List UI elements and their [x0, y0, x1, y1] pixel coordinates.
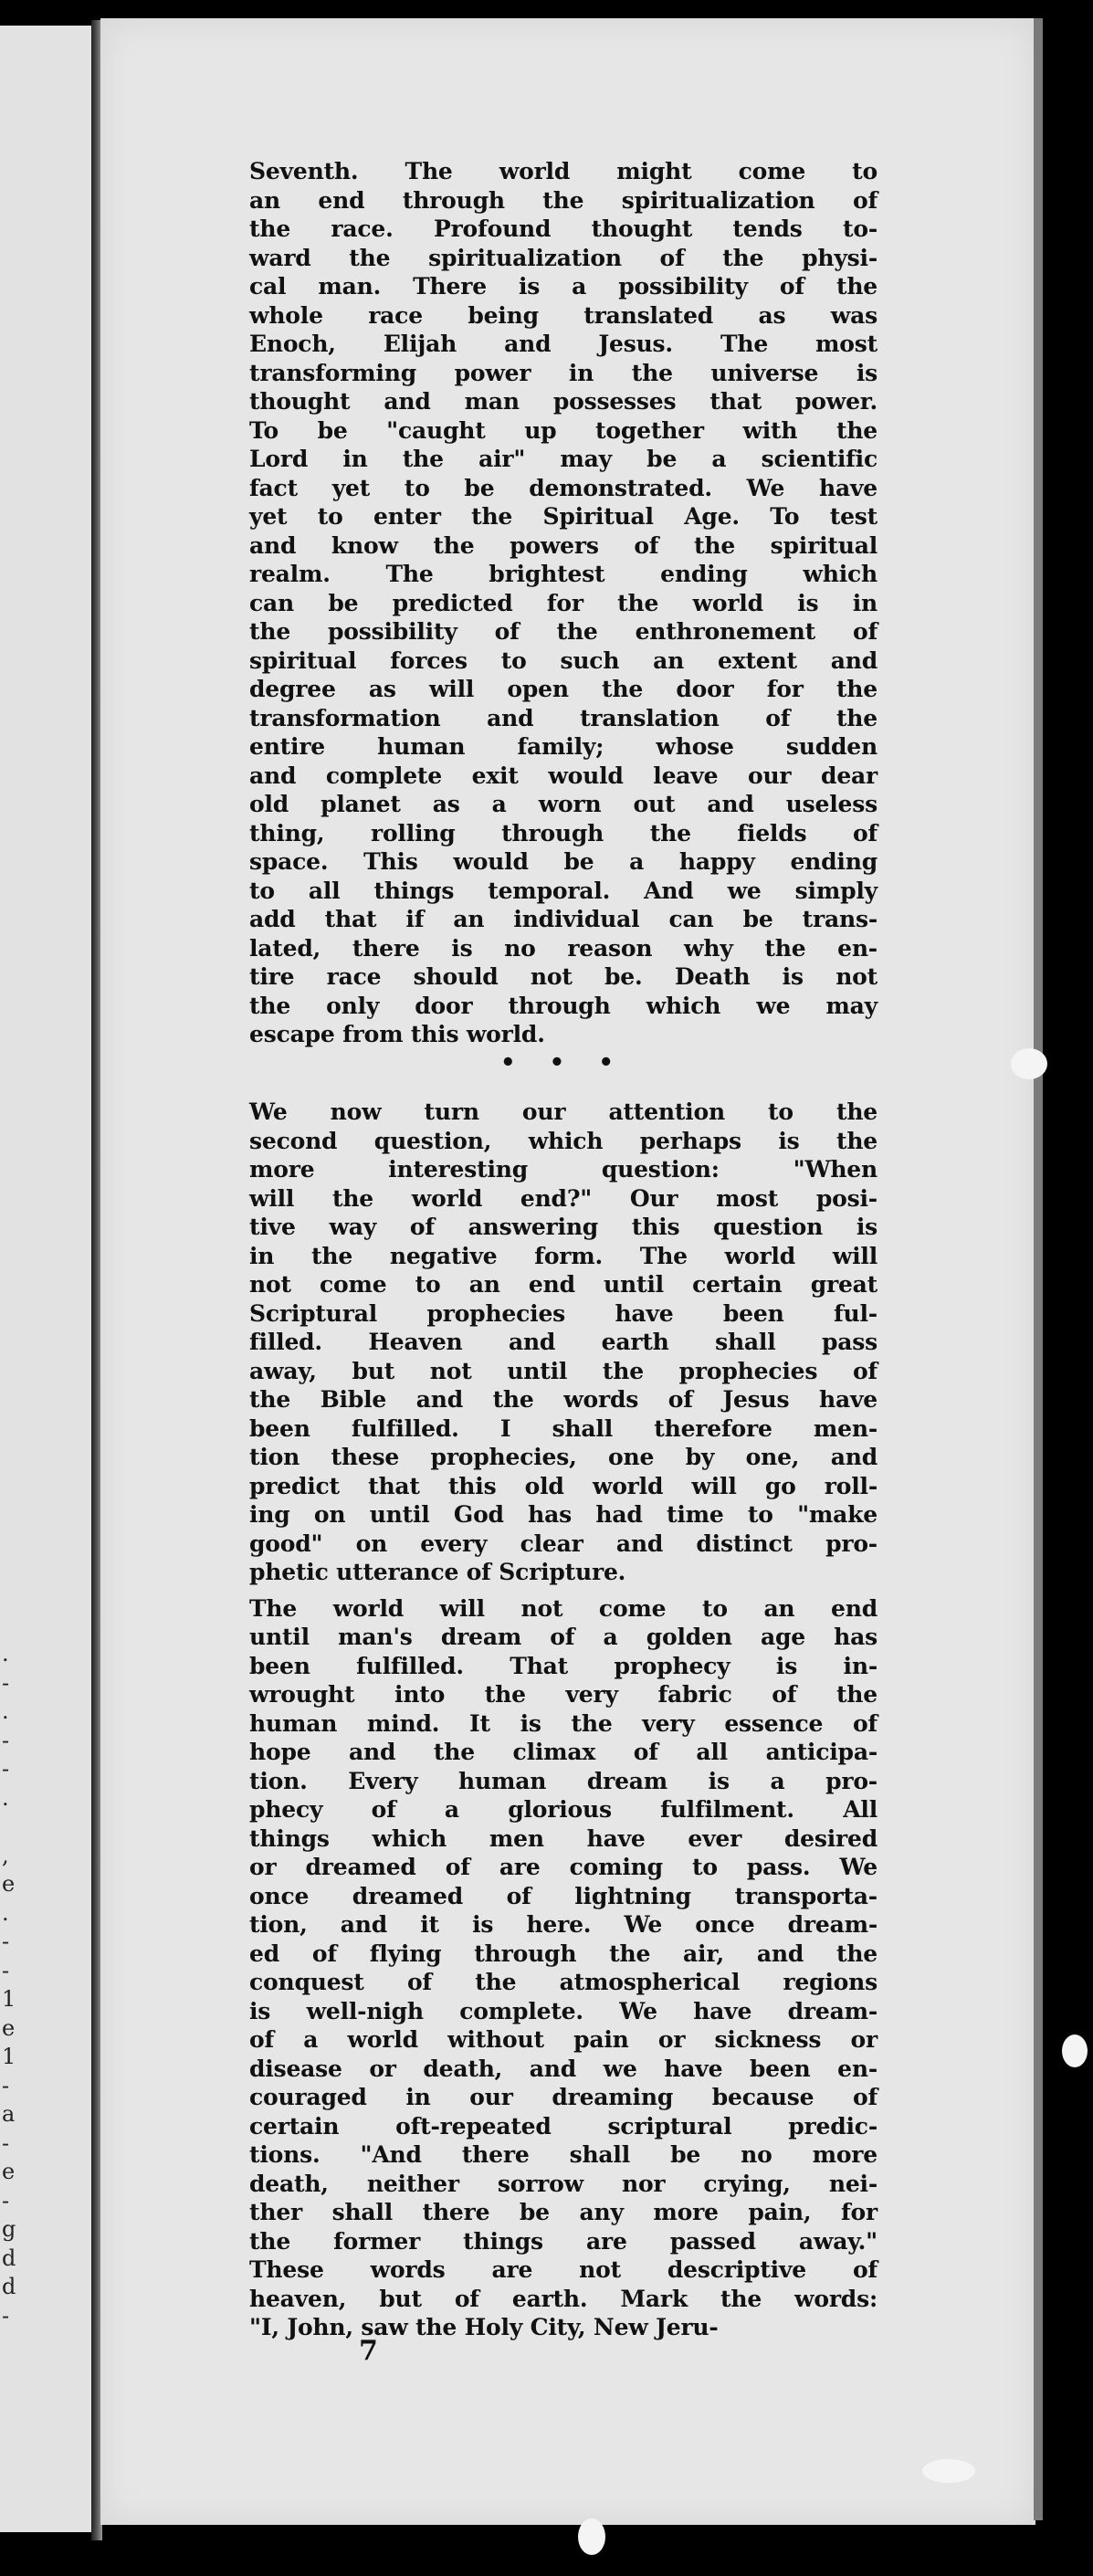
text-line: ther shall there be any more pain, for — [249, 2199, 878, 2225]
left-page-edge — [0, 26, 94, 2532]
text-line: The world will not come to an end — [249, 1594, 878, 1622]
left-page-char: - — [2, 2302, 10, 2329]
text-line: cal man. There is a possibility of the — [249, 273, 878, 300]
text-line: wrought into the very fabric of the — [249, 1681, 878, 1708]
text-line: will the world end?" Our most posi- — [249, 1184, 878, 1212]
text-line: once dreamed of lightning transporta- — [249, 1882, 878, 1909]
text-line: fact yet to be demonstrated. We have — [249, 474, 878, 501]
text-line: yet to enter the Spiritual Age. To test — [249, 503, 878, 530]
text-line: away, but not until the prophecies of — [249, 1357, 878, 1384]
paragraph-golden-age — [249, 1594, 878, 2342]
spacer — [249, 1587, 878, 1594]
text-line: ing on until God has had time to "make — [249, 1501, 878, 1528]
paper-stain — [1011, 1048, 1047, 1079]
text-line: ed of flying through the air, and the — [249, 1940, 878, 1967]
left-page-char: . — [2, 1641, 9, 1667]
text-line: death, neither sorrow nor crying, nei- — [249, 2170, 878, 2197]
text-line: thing, rolling through the fields of — [249, 819, 878, 846]
text-line: These words are not descriptive of — [249, 2256, 878, 2283]
text-line: the former things are passed away." — [249, 2227, 878, 2255]
left-page-char: e — [2, 1871, 16, 1897]
text-line: tive way of answering this question is — [249, 1214, 878, 1240]
text-line: phetic utterance of Scripture. — [249, 1559, 626, 1585]
text-line: "I, John, saw the Holy City, New Jeru- — [249, 2314, 719, 2340]
text-line: escape from this world. — [249, 1021, 545, 1047]
text-line: couraged in our dreaming because of — [249, 2084, 878, 2110]
text-line: ward the spiritualization of the physi- — [249, 244, 878, 271]
text-line: and know the powers of the spiritual — [249, 531, 878, 559]
text-line: and complete exit would leave our dear — [249, 762, 878, 789]
text-line: lated, there is no reason why the en- — [249, 934, 878, 962]
text-line: been fulfilled. That prophecy is in- — [249, 1652, 878, 1679]
text-line: can be predicted for the world is in — [249, 589, 878, 616]
left-page-char: . — [2, 1784, 9, 1811]
text-line: an end through the spiritualization of — [249, 186, 878, 214]
paper-stain — [1062, 2035, 1088, 2067]
left-page-char: - — [2, 2129, 10, 2156]
left-page-char: - — [2, 1727, 10, 1753]
text-line: the possibility of the enthronement of — [249, 618, 878, 645]
left-page-char: - — [2, 1929, 10, 1954]
text-line: tions. "And there shall be no more — [249, 2141, 878, 2168]
text-line: predict that this old world will go roll- — [249, 1472, 878, 1499]
text-line: transforming power in the universe is — [249, 359, 878, 386]
left-page-char: 1 — [2, 2044, 16, 2069]
left-page-char: - — [2, 1669, 10, 1696]
text-line: whole race being translated as was — [249, 301, 878, 329]
left-page-fragments — [0, 1640, 20, 2330]
left-page-char: g — [2, 2216, 16, 2242]
left-page-char: a — [2, 2101, 16, 2127]
left-page-char: - — [2, 2072, 10, 2098]
text-line: degree as will open the door for the — [249, 676, 878, 702]
left-page-char — [2, 1813, 20, 1842]
text-line: Seventh. The world might come to — [249, 158, 878, 184]
text-line: space. This would be a happy ending — [249, 848, 878, 875]
paper-stain — [922, 2459, 975, 2483]
text-line: disease or death, and we have been en- — [249, 2055, 878, 2082]
spacer — [249, 1078, 878, 1098]
text-line: Lord in the air" may be a scientific — [249, 446, 878, 472]
text-line: Enoch, Elijah and Jesus. The most — [249, 331, 878, 357]
left-page-char: - — [2, 1756, 10, 1782]
left-page-char: . — [2, 1899, 9, 1926]
text-line: the race. Profound thought tends to- — [249, 216, 878, 242]
text-line: to all things temporal. And we simply — [249, 877, 878, 904]
text-line: or dreamed of are coming to pass. We — [249, 1854, 878, 1880]
text-line: been fulfilled. I shall therefore men- — [249, 1414, 878, 1442]
text-line: conquest of the atmospherical regions — [249, 1969, 878, 1995]
left-page-char: 1 — [2, 1986, 16, 2012]
text-line: second question, which perhaps is the — [249, 1127, 878, 1154]
page-right-edge — [1034, 18, 1043, 2520]
text-line: things which men have ever desired — [249, 1824, 878, 1852]
left-page-char: - — [2, 1957, 10, 1983]
text-line: Scriptural prophecies have been ful- — [249, 1299, 878, 1327]
section-separator: • • • — [500, 1048, 626, 1077]
text-line: spiritual forces to such an extent and — [249, 647, 878, 674]
text-line: phecy of a glorious fulfilment. All — [249, 1796, 878, 1823]
text-line: is well-nigh complete. We have dream- — [249, 1997, 878, 2024]
text-line: add that if an individual can be trans- — [249, 906, 878, 932]
left-page-char: d — [2, 2245, 16, 2271]
left-page-char: e — [2, 2014, 16, 2041]
text-line: certain oft-repeated scriptural predic- — [249, 2112, 878, 2140]
text-line: good" on every clear and distinct pro- — [249, 1530, 878, 1557]
text-line: To be "caught up together with the — [249, 416, 878, 444]
text-line: tire race should not be. Death is not — [249, 963, 878, 990]
text-line: filled. Heaven and earth shall pass — [249, 1329, 878, 1355]
text-line: until man's dream of a golden age has — [249, 1624, 878, 1650]
article-text-column — [249, 157, 878, 2342]
paragraph-second-question — [249, 1098, 878, 1587]
left-page-char: , — [2, 1842, 9, 1868]
text-line: the Bible and the words of Jesus have — [249, 1386, 878, 1413]
text-line: old planet as a worn out and useless — [249, 791, 878, 817]
text-line: hope and the climax of all anticipa- — [249, 1739, 878, 1765]
left-page-char: - — [2, 2187, 10, 2213]
page-number: 7 — [359, 2335, 378, 2367]
text-line: We now turn our attention to the — [249, 1099, 878, 1125]
text-line: the only door through which we may — [249, 992, 878, 1019]
text-line: in the negative form. The world will — [249, 1242, 878, 1269]
left-page-char: d — [2, 2274, 16, 2299]
left-page-char: . — [2, 1698, 9, 1724]
text-line: human mind. It is the very essence of — [249, 1709, 878, 1737]
text-line: not come to an end until certain great — [249, 1271, 878, 1298]
paper-stain — [578, 2518, 605, 2555]
text-line: of a world without pain or sickness or — [249, 2026, 878, 2053]
scan-top-border — [0, 0, 1093, 20]
text-line: transformation and translation of the — [249, 704, 878, 731]
paragraph-seventh — [249, 157, 878, 1049]
text-line: more interesting question: "When — [249, 1156, 878, 1183]
text-line: heaven, but of earth. Mark the words: — [249, 2285, 878, 2312]
left-page-char: e — [2, 2159, 16, 2184]
text-line: tion. Every human dream is a pro- — [249, 1767, 878, 1794]
text-line: realm. The brightest ending which — [249, 561, 878, 587]
text-line: thought and man possesses that power. — [249, 388, 878, 415]
text-line: entire human family; whose sudden — [249, 733, 878, 760]
text-line: tion these prophecies, one by one, and — [249, 1444, 878, 1470]
text-line: tion, and it is here. We once dream- — [249, 1911, 878, 1938]
